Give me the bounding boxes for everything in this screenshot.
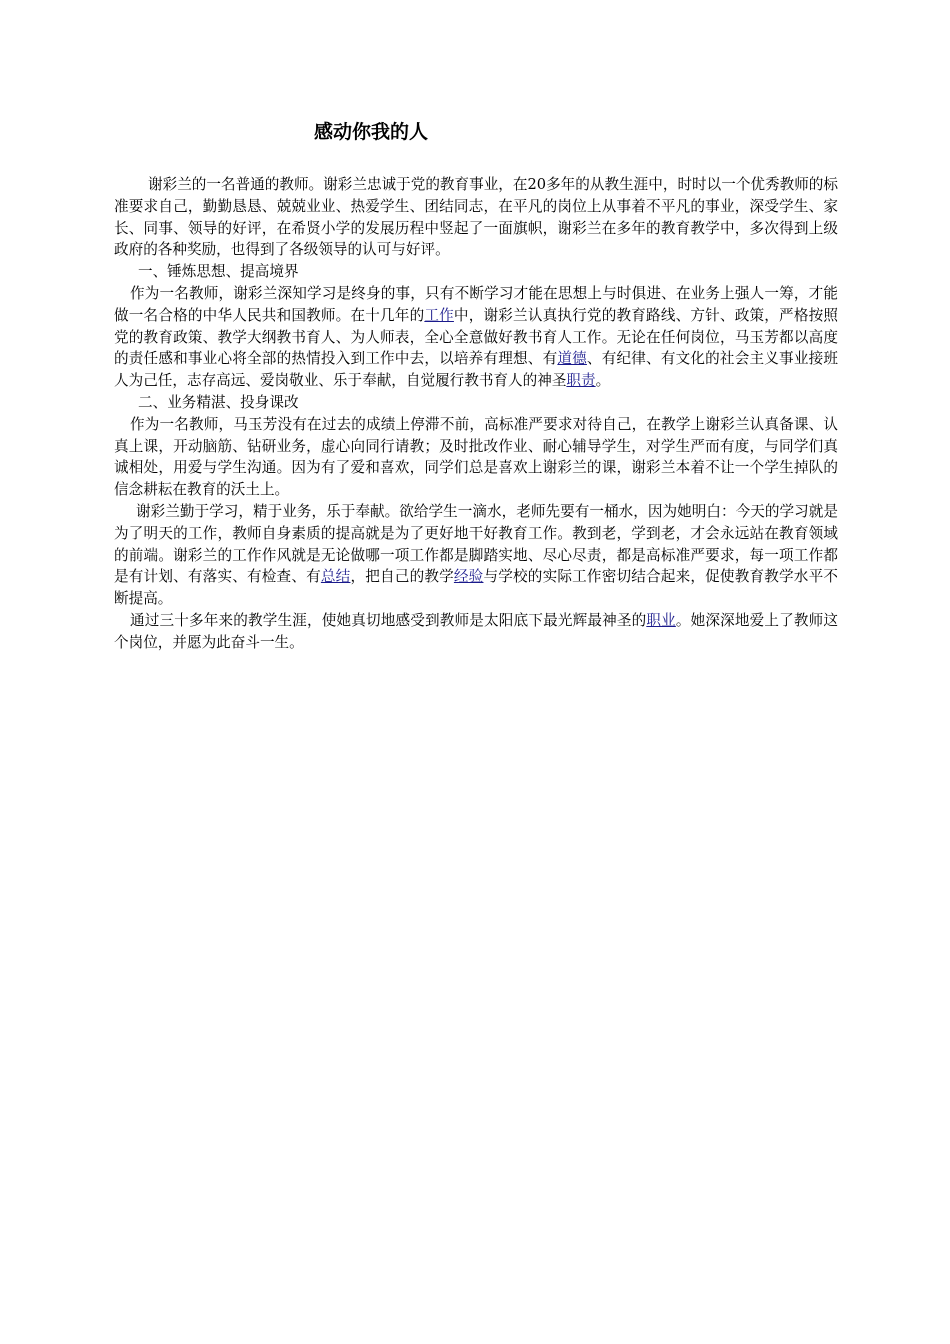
section1-paragraph [114, 283, 838, 392]
section1-text-2: 中，谢彩兰认真执行党的教育路线、方针、政策，严格按照党的教育政策、教学大纲教书育人、为人师表，全心全意做好教书育人工作。无论在任何岗位，马玉芳都以高度的责任感和事业心将全部的热情投入到工作中去，以培养有理想、有 [114, 306, 838, 368]
section2-paragraph-1: 作为一名教师，马玉芳没有在过去的成绩上停滞不前，高标准严要求对待自己，在教学上谢彩兰认真备课、认真上课，开动脑筋、钻研业务，虚心向同行请教；及时批改作业、耐心辅导学生，对学生严而有度，与同学们真诚相处，用爱与学生沟通。因为有了爱和喜欢，同学们总是喜欢上谢彩兰的课，谢彩兰本着不让一个学生掉队的信念耕耘在教育的沃土上。 [114, 415, 838, 499]
section2-text-1: 谢彩兰勤于学习，精于业务，乐于奉献。欲给学生一滴水，老师先要有一桶水，因为她明白：今天的学习就是为了明天的工作，教师自身素质的提高就是为了更好地干好教育工作。教到老，学到老，才会永远站在教育领域的前端。谢彩兰的工作作风就是无论做哪一项工作都是脚踏实地、尽心尽责，都是高标准严要求，每一项工作都是有计划、有落实、有检查、有 [114, 502, 838, 586]
link-morality[interactable]: 道德 [557, 350, 587, 368]
section-heading-1: 一、锤炼思想、提高境界 [138, 263, 299, 281]
section-heading-2: 二、业务精湛、投身课改 [138, 393, 299, 411]
link-experience[interactable]: 经验 [453, 568, 484, 586]
document-title: 感动你我的人 [314, 121, 429, 143]
intro-paragraph: 谢彩兰的一名普通的教师。谢彩兰忠诚于党的教育事业，在20多年的从教生涯中，时时以一个优秀教师的标准要求自己，勤勤恳恳、兢兢业业、热爱学生、团结同志，在平凡的岗位上从事着不平凡的事业，深受学生、家长、同事、领导的好评，在希贤小学的发展历程中竖起了一面旗帜，谢彩兰在多年的教育教学中，多次得到上级政府的各种奖励，也得到了各级领导的认可与好评。 [114, 176, 838, 259]
link-work[interactable]: 工作 [424, 306, 454, 324]
closing-paragraph [114, 610, 838, 654]
link-duty[interactable]: 职责 [566, 372, 596, 390]
closing-text-2: 。她深深地爱上了教师这个岗位，并愿为此奋斗一生。 [114, 611, 838, 651]
link-summary[interactable]: 总结 [320, 568, 351, 586]
section1-text-4: 。 [595, 372, 611, 390]
document-body [114, 118, 838, 654]
closing-text-1: 通过三十多年来的教学生涯，使她真切地感受到教师是太阳底下最光辉最神圣的 [130, 611, 647, 629]
section2-text-3: 与学校的实际工作密切结合起来，促使教育教学水平不断提高。 [114, 568, 838, 608]
section2-paragraph-2 [114, 501, 838, 610]
section2-text-2: ，把自己的教学 [350, 568, 454, 586]
section1-text-3: 、有纪律、有文化的社会主义事业接班人为己任，志存高远、爱岗敬业、乐于奉献，自觉履行教书育人的神圣 [114, 350, 838, 390]
link-profession[interactable]: 职业 [646, 611, 676, 629]
section1-text-1: 作为一名教师，谢彩兰深知学习是终身的事，只有不断学习才能在思想上与时俱进、在业务上强人一筹，才能做一名合格的中华人民共和国教师。在十几年的 [114, 284, 838, 324]
